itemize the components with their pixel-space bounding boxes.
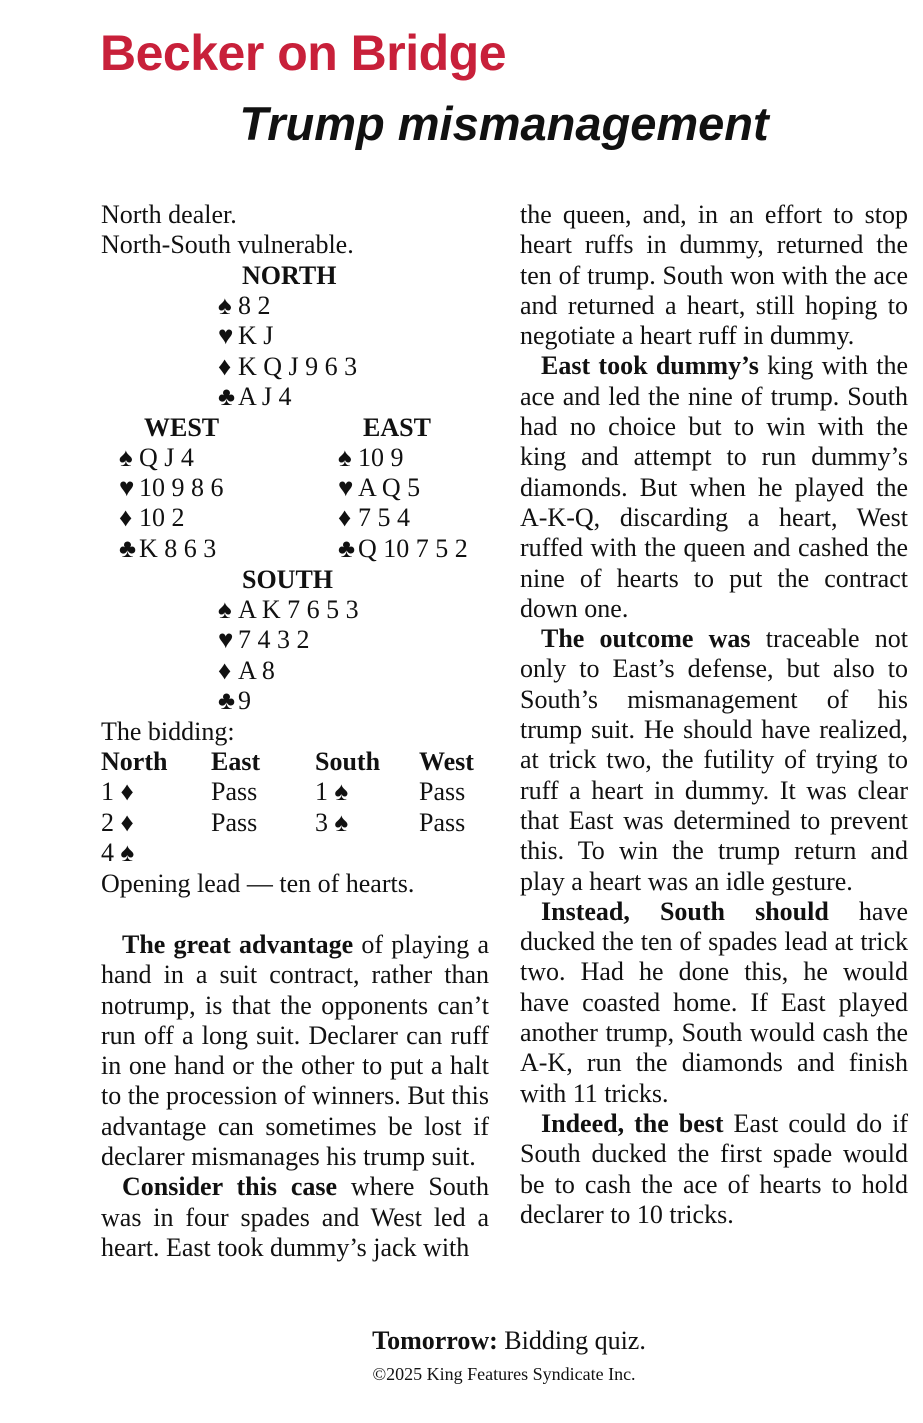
paragraph-2-continued: the queen, and, in an effort to stop heart ruffs in dummy, returned the ten of trump. South won with the ace and returned a heart, still hoping to negotiate a heart ruff in dummy. [520,200,908,351]
club-icon: ♣ [218,686,236,715]
east-clubs-cards: Q 10 7 5 2 [358,534,468,563]
paragraph-5 [520,897,908,1109]
bidding-label: The bidding: [101,717,235,746]
paragraph-1-lead: The great advantage [122,930,354,959]
bid-cell: 1 ♦ [101,777,134,806]
east-label: EAST [363,413,431,442]
bidding-header-south: South [315,747,381,776]
vulnerability-line: North-South vulnerable. [101,230,354,259]
west-hearts-cards: 10 9 8 6 [139,473,224,502]
diamond-icon: ♦ [119,503,133,532]
spade-icon: ♠ [119,443,133,472]
east-spades-cards: 10 9 [358,443,404,472]
article-left-text [101,930,489,1263]
dealer-line: North dealer. [101,200,237,229]
south-hearts-cards: 7 4 3 2 [238,625,310,654]
west-spades-cards: Q J 4 [139,443,194,472]
spade-icon: ♠ [218,291,232,320]
tomorrow-note [0,1326,923,1356]
club-icon: ♣ [218,382,236,411]
paragraph-3-text: king with the ace and led the nine of trump. South had no choice but to win with the king and attempt to run dummy’s diamonds. But when he played the A-K-Q, discarding a heart, West ruffed with the queen and cashed the nine of hearts to put the contract down one. [520,351,908,623]
heart-icon: ♥ [218,625,234,654]
west-clubs-cards: K 8 6 3 [139,534,217,563]
bid-cell: 2 ♦ [101,808,134,837]
bid-cell: Pass [419,808,466,837]
north-hearts-cards: K J [238,321,274,350]
heart-icon: ♥ [218,321,234,350]
paragraph-4 [520,624,908,897]
spade-icon: ♠ [218,595,232,624]
north-label: NORTH [242,261,337,290]
diamond-icon: ♦ [218,352,232,381]
paragraph-4-text: traceable not only to East’s defense, but also to South’s mismanagement of his trump suit. He should have realized, at trick two, the futility of trying to ruff a heart in dummy. It was clear that East was determined to prevent this. To win the trump return and play a heart was an idle gesture. [520,624,908,896]
paragraph-2-lead: Consider this case [122,1172,338,1202]
paragraph-3-lead: East took dummy’s [541,351,759,381]
north-hearts [218,321,273,351]
heart-icon: ♥ [338,473,354,502]
tomorrow-text: Bidding quiz. [497,1326,646,1355]
east-clubs [338,534,468,564]
bidding-header-north: North [101,747,168,776]
west-diamonds [119,503,185,533]
paragraph-1 [101,930,489,1172]
bid-cell: 1 ♠ [315,777,349,806]
bid-cell: 3 ♠ [315,808,349,837]
article-title: Trump mismanagement [239,97,769,150]
south-spades-cards: A K 7 6 5 3 [238,595,359,624]
north-clubs [218,382,291,412]
heart-icon: ♥ [119,473,135,502]
south-diamonds [218,656,275,686]
south-hearts [218,625,310,655]
paragraph-2-text: where South was in four spades and West led a heart. East took dummy’s jack with [101,1172,490,1262]
opening-lead: Opening lead — ten of hearts. [101,869,415,898]
diamond-icon: ♦ [218,656,232,685]
paragraph-1-text: of playing a hand in a suit contract, rather than notrump, is that the opponents can’t run off a long suit. Declarer can ruff in one hand or the other to put a halt to the procession of winners. But this advantage can sometimes be lost if declarer mismanages his trump suit. [101,930,490,1172]
paragraph-4-lead: The outcome was [541,624,751,654]
north-diamonds-cards: K Q J 9 6 3 [238,352,358,381]
paragraph-5-text: have ducked the ten of spades lead at trick two. Had he done this, he would have coasted home. If East played another trump, South would cash the A-K, run the diamonds and finish with 11 tricks. [520,896,908,1108]
west-label: WEST [144,413,220,442]
north-clubs-cards: A J 4 [238,382,292,411]
bidding-header-east: East [211,747,261,776]
column-brand: Becker on Bridge [100,25,507,81]
east-spades [338,443,404,473]
north-spades-cards: 8 2 [238,291,271,320]
south-spades [218,595,359,625]
bid-cell: Pass [419,777,466,806]
spade-icon: ♠ [338,443,352,472]
west-spades [119,443,194,473]
north-diamonds [218,352,357,382]
south-clubs [218,686,251,716]
diamond-icon: ♦ [338,503,352,532]
club-icon: ♣ [338,534,356,563]
east-diamonds [338,503,410,533]
paragraph-2-start [101,1172,489,1263]
west-hearts [119,473,224,503]
right-column [520,200,908,1230]
west-clubs [119,534,216,564]
west-diamonds-cards: 10 2 [139,503,185,532]
south-label: SOUTH [242,565,334,594]
paragraph-6-text: East could do if South ducked the first spade would be to cash the ace of hearts to hold declarer to 10 tricks. [520,1108,908,1229]
bid-cell: 4 ♠ [101,838,135,867]
club-icon: ♣ [119,534,137,563]
paragraph-6 [520,1109,908,1230]
copyright: ©2025 King Features Syndicate Inc. [372,1364,636,1384]
east-diamonds-cards: 7 5 4 [358,503,410,532]
east-hearts [338,473,420,503]
tomorrow-label: Tomorrow: [372,1326,498,1355]
east-hearts-cards: A Q 5 [358,473,421,502]
bidding-header-west: West [419,747,474,776]
bid-cell: Pass [211,777,258,806]
south-diamonds-cards: A 8 [238,656,275,685]
bid-cell: Pass [211,808,258,837]
north-spades [218,291,271,321]
paragraph-3 [520,351,908,624]
south-clubs-cards: 9 [238,686,251,715]
paragraph-5-lead: Instead, South should [541,896,829,926]
paragraph-6-lead: Indeed, the best [541,1108,724,1138]
